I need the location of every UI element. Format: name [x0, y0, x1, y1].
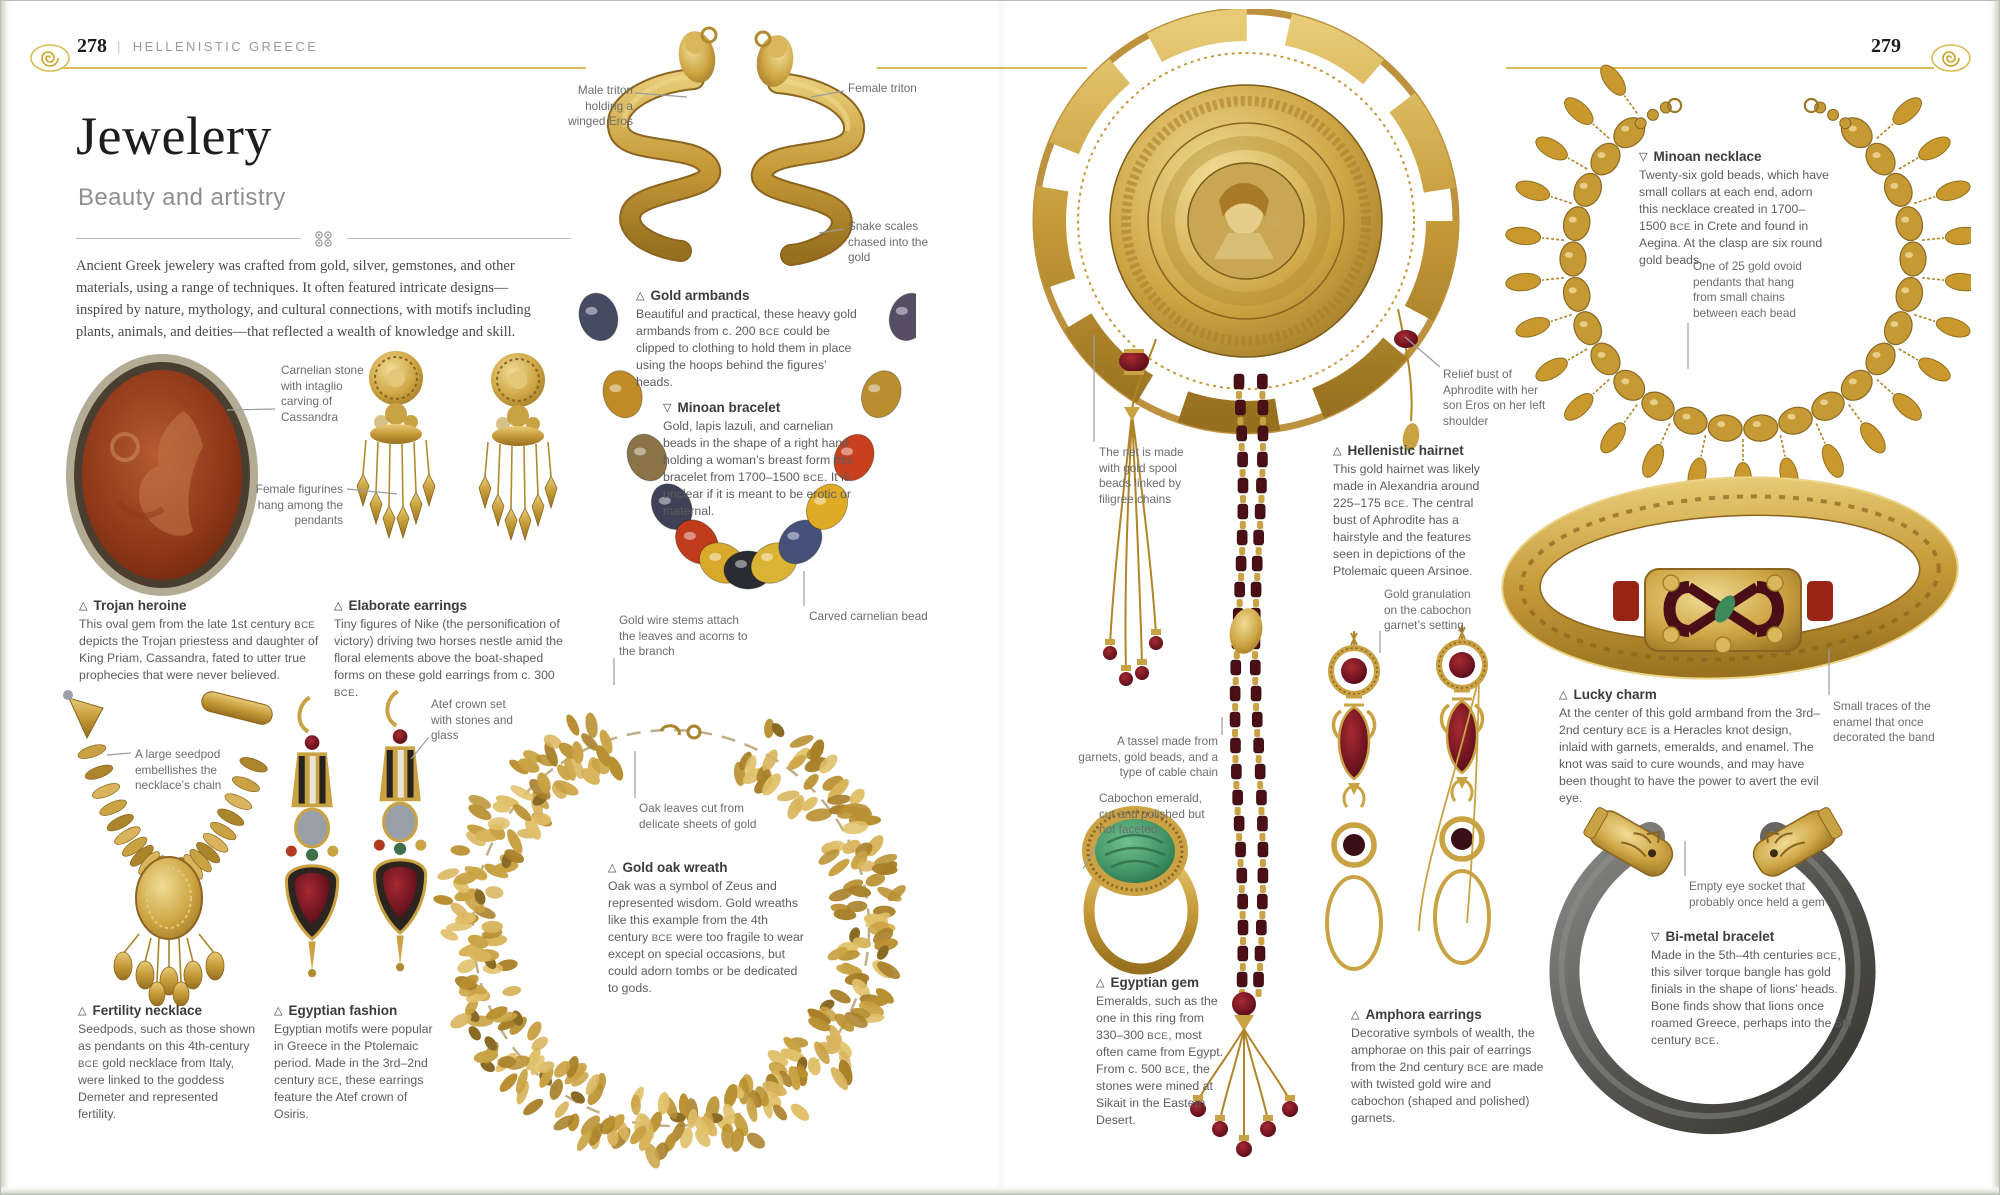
caption-title: Amphora earrings [1365, 1007, 1482, 1022]
triangle-up-icon: △ [1096, 977, 1105, 989]
section-divider: | [117, 39, 123, 54]
caption-trojan-heroine [79, 598, 319, 684]
triangle-down-icon: ▽ [663, 402, 672, 414]
caption-title: Elaborate earrings [348, 598, 468, 613]
page-subtitle: Beauty and artistry [78, 184, 286, 211]
caption-lucky-charm [1559, 687, 1821, 807]
triangle-up-icon: △ [274, 1005, 283, 1017]
section-title: HELLENISTIC GREECE [132, 39, 319, 54]
annotation-tassel: A tassel made from garnets, gold beads, and a type of cable chain [1078, 734, 1218, 780]
caption-body: Beautiful and practical, these heavy gold armbands from c. 200 BCE could be clipped to clothing to hold them in place using the hoops behind the figures’ heads. [636, 307, 857, 389]
caption-body: Egyptian motifs were popular in Greece in the Ptolemaic period. Made in the 3rd–2nd century BCE, these earrings feature the Atef crown of Osiris. [274, 1022, 433, 1121]
annotation-cabochon-emerald: Cabochon emerald, cut and polished but not faceted [1099, 791, 1205, 837]
triangle-down-icon: ▽ [1639, 151, 1648, 163]
caption-bi-metal-bracelet [1651, 929, 1856, 1049]
caption-minoan-bracelet [663, 400, 868, 520]
triangle-up-icon: △ [334, 600, 343, 612]
triangle-up-icon: △ [1333, 445, 1342, 457]
caption-title: Trojan heroine [93, 598, 187, 613]
caption-title: Minoan bracelet [677, 400, 781, 415]
caption-body: Oak was a symbol of Zeus and represented wisdom. Gold wreaths like this example from the 4th century BCE were too fragile to wear except on special occasions, but could adorn tombs or be dedicated to gods. [608, 879, 804, 995]
annotation-empty-eye-socket: Empty eye socket that probably once held a gem [1689, 879, 1825, 909]
annotation-male-triton: Male triton holding a winged Eros [568, 83, 633, 129]
triangle-down-icon: ▽ [1651, 931, 1660, 943]
caption-body: Gold, lapis lazuli, and carnelian beads in the shape of a right hand holding a woman’s breast form this bracelet from 1700–1500 BCE. It is unclear if it is meant to be erotic or maternal. [663, 419, 853, 518]
annotation-carnelian-stone: Carnelian stone with intaglio carving of Cassandra [281, 363, 364, 424]
caption-fertility-necklace [78, 1003, 258, 1123]
annotation-atef-crown: Atef crown set with stones and glass [431, 697, 513, 743]
caption-title: Lucky charm [1573, 687, 1657, 702]
triangle-up-icon: △ [1351, 1009, 1360, 1021]
annotation-ovoid-pendant: One of 25 gold ovoid pendants that hang from small chains between each bead [1693, 259, 1802, 320]
triangle-up-icon: △ [1559, 689, 1568, 701]
page-number-right: 279 [1871, 35, 1901, 57]
caption-body: Twenty-six gold beads, which have small collars at each end, adorn this necklace created in 1700–1500 BCE in Crete and found in Aegina. At the clasp are six round gold beads. [1639, 168, 1830, 267]
triangle-up-icon: △ [79, 600, 88, 612]
annotation-snake-scales: Snake scales chased into the gold [848, 219, 929, 265]
caption-body: Emeralds, such as the one in this ring from 330–300 BCE, most often came from Egypt. From c. 500 BCE, the stones were mined at Sikait in the Eastern Desert. [1096, 994, 1224, 1127]
caption-body: Seedpods, such as those shown as pendants on this 4th-century BCE gold necklace from Italy, were linked to the goddess Demeter and represented fertility. [78, 1022, 256, 1121]
caption-minoan-necklace [1639, 149, 1831, 269]
caption-egyptian-fashion [274, 1003, 444, 1123]
caption-body: Tiny figures of Nike (the personification of victory) driving two horses nestle amid the floral elements above the boat-shaped forms on these gold earrings from c. 300 BCE. [334, 617, 563, 699]
annotation-net-spool-beads: The net is made with gold spool beads linked by filigree chains [1099, 445, 1184, 506]
caption-gold-oak-wreath [608, 860, 805, 997]
caption-title: Egyptian gem [1110, 975, 1199, 990]
annotation-female-figurines: Female figurines hang among the pendants [255, 482, 343, 528]
annotation-gold-wire-stems: Gold wire stems attach the leaves and acorns to the branch [619, 613, 748, 659]
caption-title: Minoan necklace [1653, 149, 1762, 164]
annotation-carved-carnelian: Carved carnelian bead [809, 609, 928, 623]
caption-egyptian-gem [1096, 975, 1226, 1129]
caption-elaborate-earrings [334, 598, 572, 701]
caption-gold-armbands [636, 288, 858, 391]
caption-title: Hellenistic hairnet [1347, 443, 1464, 458]
annotation-oak-leaves: Oak leaves cut from delicate sheets of gold [639, 801, 757, 831]
caption-body: Decorative symbols of wealth, the amphorae on this pair of earrings from the 2nd century BCE are made with twisted gold wire and cabochon (shaped and polished) garnets. [1351, 1026, 1544, 1125]
caption-title: Gold oak wreath [622, 860, 728, 875]
intro-paragraph: Ancient Greek jewelery was crafted from gold, silver, gemstones, and other materials, using a range of techniques. It often featured intricate designs—inspired by nature, mythology, and cultural connections, with motifs including plants, animals, and deities—that reflected a wealth of knowledge and skill. [76, 258, 531, 341]
page-number-left: 278 [77, 35, 107, 57]
annotation-relief-bust: Relief bust of Aphrodite with her son Eros on her left shoulder [1443, 367, 1546, 428]
caption-body: At the center of this gold armband from the 3rd–2nd century BCE is a Heracles knot design, inlaid with garnets, emeralds, and enamel. The knot was said to cure wounds, and may have been thought to have the power to avert the evil eye. [1559, 706, 1821, 805]
page-title: Jewelery [76, 106, 272, 166]
triangle-up-icon: △ [608, 862, 617, 874]
caption-title: Gold armbands [650, 288, 750, 303]
annotation-large-seedpod: A large seedpod embellishes the necklace’s chain [135, 747, 222, 793]
caption-title: Bi-metal bracelet [1665, 929, 1775, 944]
annotation-enamel-traces: Small traces of the enamel that once decorated the band [1833, 699, 1935, 745]
caption-title: Egyptian fashion [288, 1003, 398, 1018]
caption-body: This oval gem from the late 1st century BCE depicts the Trojan priestess and daughter of King Priam, Cassandra, fated to utter true prophecies that were never believed. [79, 617, 319, 682]
annotation-female-triton: Female triton [848, 81, 917, 95]
annotation-gold-granulation: Gold granulation on the cabochon garnet’s setting [1384, 587, 1472, 633]
triangle-up-icon: △ [636, 290, 645, 302]
caption-amphora-earrings [1351, 1007, 1546, 1127]
caption-title: Fertility necklace [92, 1003, 203, 1018]
triangle-up-icon: △ [78, 1005, 87, 1017]
caption-hellenistic-hairnet [1333, 443, 1488, 580]
caption-body: Made in the 5th–4th centuries BCE, this silver torque bangle has gold finials in the shape of lions’ heads. Bone finds show that lions once roamed Greece, perhaps into the 5th century BCE. [1651, 948, 1852, 1047]
caption-body: This gold hairnet was likely made in Alexandria around 225–175 BCE. The central bust of Aphrodite has a hairstyle and the features seen in depictions of the Ptolemaic queen Arsinoe. [1333, 462, 1480, 578]
